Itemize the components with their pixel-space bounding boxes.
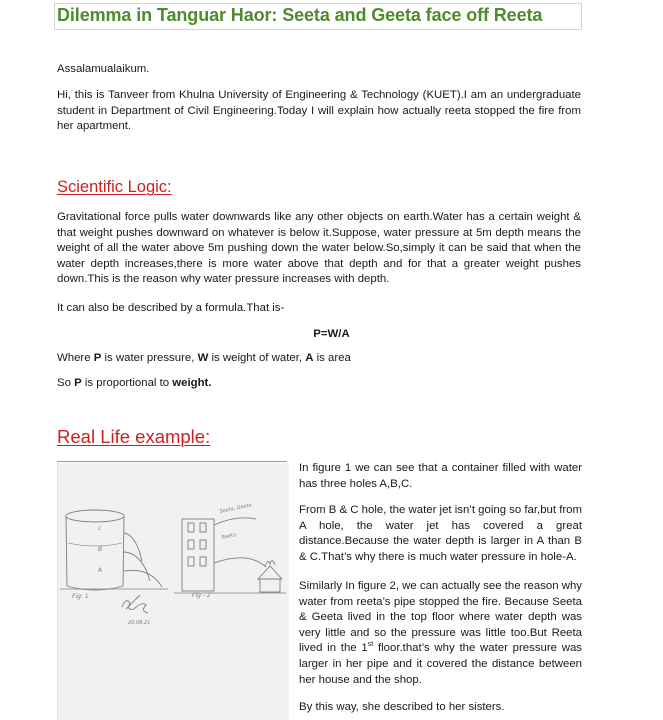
formula-intro: It can also be described by a formula.That is- <box>57 302 285 314</box>
logic-paragraph: Gravitational force pulls water downwards like any other objects on earth.Water has a certain weight & that weight pushes downward on whatever is below it.Suppose, water pressure at 5m depth means the weight of all the water above 5m pushing down the water below.So,simply it can be said that when the water depth increases,there is more water above that depth and for that a greater weight pushes down.This is the reason why water pressure increases with depth. <box>57 211 581 286</box>
figure-1-label: Fig: 1 <box>72 593 89 600</box>
water-surface-line <box>68 543 122 546</box>
example-paragraph-3: Similarly In figure 2, we can actually see the reason why water from reeta’s pipe stopped the fire. Because Seeta & Geeta lived in the top floor where water depth was very little and so the pressure was little too.But Reeta lived in the 1st floor.that’s why the water pressure was larger in her pipe and it covered the distance between her house and the shop. <box>299 580 583 686</box>
title-box <box>54 3 582 30</box>
where-line: Where P is water pressure, W is weight of water, A is area <box>57 352 351 364</box>
greeting: Assalamualaikum. <box>57 63 150 75</box>
building-outline <box>182 519 214 591</box>
divider-line <box>57 461 287 462</box>
pipe-jet-top <box>214 518 256 525</box>
hole-label-c: c <box>98 525 102 532</box>
sketch-drawing <box>58 463 289 720</box>
water-jet-b <box>124 552 150 581</box>
example-paragraph-2: From B & C hole, the water jet isn’t going so far,but from A hole, the water jet has covered a great distance.Because the water depth is larger in A than B & C.That’s why there is much water pressure in hole-A. <box>299 504 582 563</box>
seeta-geeta-label: Seeta, Geeta <box>219 502 253 515</box>
figure-2-label: Fig - 2 <box>192 592 211 599</box>
heading-scientific-logic: Scientific Logic: <box>57 178 172 196</box>
example-paragraph-4: By this way, she described to her sisters. <box>299 701 505 713</box>
reeta-label: Reeta <box>221 532 237 541</box>
building-window <box>188 523 194 532</box>
building-window <box>200 540 206 549</box>
water-jet-a <box>124 570 162 587</box>
building-window <box>200 557 206 566</box>
shop-roof <box>258 566 282 579</box>
example-paragraph-1: In figure 1 we can see that a container filled with water has three holes A,B,C. <box>299 462 582 490</box>
building-window <box>188 557 194 566</box>
shop-outline <box>260 579 280 592</box>
heading-real-life-example: Real Life example: <box>57 426 211 447</box>
hole-label-a: A <box>98 567 103 574</box>
water-jet-c <box>124 533 142 561</box>
fire-flames <box>265 561 275 566</box>
proportional-line: So P is proportional to weight. <box>57 377 212 389</box>
container-left-wall <box>66 516 67 586</box>
building-window <box>200 523 206 532</box>
pipe-jet-first-floor <box>214 558 266 567</box>
signature <box>122 601 148 613</box>
hand-drawn-sketch-image <box>57 463 289 720</box>
hole-label-b: B <box>98 546 103 553</box>
building-window <box>188 540 194 549</box>
signature-stroke <box>126 595 140 609</box>
formula: P=W/A <box>313 328 350 340</box>
page-title: Dilemma in Tanguar Haor: Seeta and Geeta face off Reeta <box>57 5 543 25</box>
container-right-wall <box>123 516 124 586</box>
sketch-date: 20.08.21 <box>128 620 151 626</box>
intro-paragraph: Hi, this is Tanveer from Khulna University of Engineering & Technology (KUET).I am an undergraduate student in Department of Civil Engineering.Today I will explain how actually reeta stopped the fire from her apartment. <box>57 89 581 133</box>
container-bottom-outline <box>67 586 123 590</box>
container-top-outline <box>66 510 124 522</box>
